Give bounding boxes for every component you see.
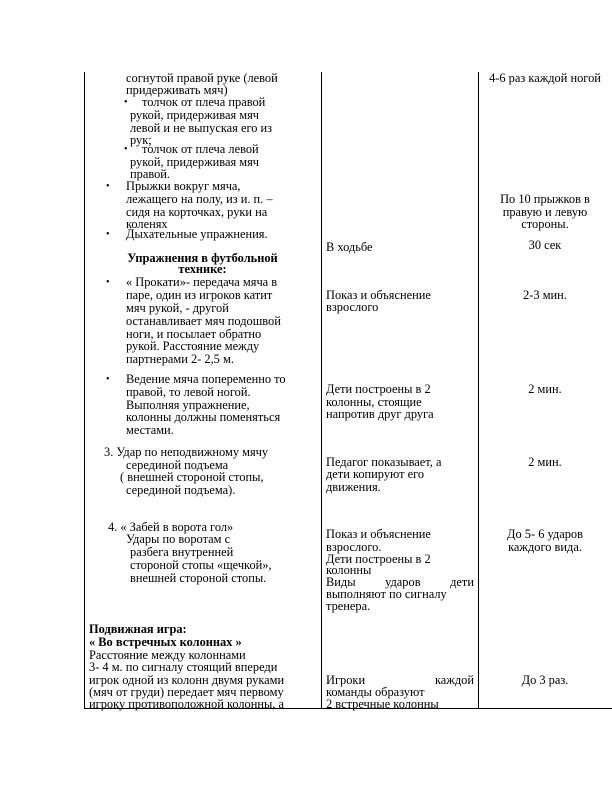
method-word: дети xyxy=(450,575,474,589)
method-text: колонны xyxy=(326,563,372,577)
exercise-text: рук; xyxy=(130,133,152,147)
dosage-text: 4-6 раз каждой ногой xyxy=(489,71,601,85)
exercise-text: Дыхательные упражнения. xyxy=(126,227,268,241)
method-text: дети копируют его xyxy=(326,467,425,481)
section-heading: Упражнения в футбольной xyxy=(127,251,278,265)
dosage-text: 30 сек xyxy=(528,238,562,252)
method-text: 2 встречные колонны xyxy=(326,697,439,711)
bullet-icon: • xyxy=(106,181,110,192)
method-text: выполняют по сигналу xyxy=(326,587,447,601)
exercise-text: левой и не выпуская его из xyxy=(130,121,273,135)
exercise-text: « Прокати»- передача мяча в xyxy=(126,275,278,289)
bullet-icon: • xyxy=(106,229,110,240)
method-text: движения. xyxy=(326,480,381,494)
exercise-text: 4. « Забей в ворота гол» xyxy=(108,520,234,534)
exercise-table xyxy=(84,72,612,709)
exercise-text: мяч рукой, - другой xyxy=(126,301,229,315)
exercise-text: сидя на корточках, руки на xyxy=(126,205,268,219)
exercise-text: рукой. Расстояние между xyxy=(126,339,260,353)
exercise-text: партнерами 2- 2,5 м. xyxy=(126,352,234,366)
exercise-text: останавливает мяч подошвой xyxy=(126,314,281,328)
exercise-text: игрок одной из колонн двумя руками xyxy=(89,673,285,687)
exercise-text: Ведение мяча попеременно то xyxy=(126,372,286,386)
game-title: « Во встречных колоннах » xyxy=(89,635,242,649)
dosage-text: До 5- 6 ударов xyxy=(507,527,583,541)
dosage-text: 2 мин. xyxy=(528,382,562,396)
exercise-text: лежащего на полу, из и. п. – xyxy=(126,192,273,206)
method-text: тренера. xyxy=(326,599,371,613)
exercise-text: 3- 4 м. по сигналу стоящий впереди xyxy=(89,660,278,674)
exercise-text: ноги, и посылает обратно xyxy=(126,327,262,341)
exercise-text: разбега внутренней xyxy=(130,545,234,559)
dosage-text: каждого вида. xyxy=(508,540,582,554)
exercise-text: серединой подъема xyxy=(126,458,229,472)
dosage-text: 2-3 мин. xyxy=(523,288,567,302)
method-text: взрослого. xyxy=(326,540,382,554)
method-text: Показ и объяснение xyxy=(326,288,431,302)
column-divider-1 xyxy=(321,72,322,709)
exercise-text: придерживать мяч) xyxy=(126,83,228,97)
dosage-text: До 3 раз. xyxy=(521,673,569,687)
exercise-text: местами. xyxy=(126,423,174,437)
exercise-text: коленях xyxy=(126,217,168,231)
exercise-text: Расстояние между колоннами xyxy=(89,648,246,662)
exercise-text: правой. xyxy=(130,167,171,181)
method-text: Показ и объяснение xyxy=(326,527,431,541)
bullet-icon: • xyxy=(124,97,128,108)
dosage-text: стороны. xyxy=(521,217,569,231)
exercise-text: внешней стороной стопы. xyxy=(130,571,267,585)
dosage-text: правую и левую xyxy=(502,205,588,219)
exercise-text: рукой, придерживая мяч xyxy=(130,155,260,169)
exercise-text: толчок от плеча правой xyxy=(142,95,266,109)
method-word: Виды xyxy=(326,575,356,589)
dosage-text: 2 мин. xyxy=(528,455,562,469)
method-text: команды образуют xyxy=(326,685,425,699)
section-heading: Подвижная игра: xyxy=(89,622,187,636)
exercise-text: толчок от плеча левой xyxy=(142,142,259,156)
table-left-border xyxy=(84,72,85,709)
exercise-text: рукой, придерживая мяч xyxy=(130,108,260,122)
exercise-text: ( внешней стороной стопы, xyxy=(120,470,264,484)
exercise-text: паре, один из игроков катит xyxy=(126,288,273,302)
exercise-text: согнутой правой руке (левой xyxy=(126,71,278,85)
method-text: Дети построены в 2 xyxy=(326,382,431,396)
exercise-text: игроку противоположной колонны, а xyxy=(89,697,285,711)
method-text: колонны, стоящие xyxy=(326,395,422,409)
exercise-text: колонны должны поменяться xyxy=(126,410,281,424)
exercise-text: Прыжки вокруг мяча, xyxy=(126,179,241,193)
exercise-text: стороной стопы «щечкой», xyxy=(130,558,272,572)
section-heading: технике: xyxy=(178,262,227,276)
method-word: Игроки xyxy=(326,673,366,687)
bullet-icon: • xyxy=(124,144,128,155)
method-text: взрослого xyxy=(326,300,379,314)
exercise-text: (мяч от груди) передает мяч первому xyxy=(89,685,284,699)
method-text: напротив друг друга xyxy=(326,407,434,421)
method-word: ударов xyxy=(385,575,421,589)
method-text: В ходьбе xyxy=(326,240,373,254)
exercise-text: Выполняя упражнение, xyxy=(126,398,250,412)
method-word: каждой xyxy=(434,673,474,687)
exercise-text: серединой подъема). xyxy=(126,483,236,497)
method-text: Дети построены в 2 xyxy=(326,552,431,566)
exercise-text: 3. Удар по неподвижному мячу xyxy=(104,445,269,459)
exercise-text: правой, то левой ногой. xyxy=(126,385,251,399)
bullet-icon: • xyxy=(106,374,110,385)
bullet-icon: • xyxy=(106,277,110,288)
exercise-text: Удары по воротам с xyxy=(126,532,231,546)
method-text: Педагог показывает, а xyxy=(326,455,442,469)
dosage-text: По 10 прыжков в xyxy=(500,192,590,206)
